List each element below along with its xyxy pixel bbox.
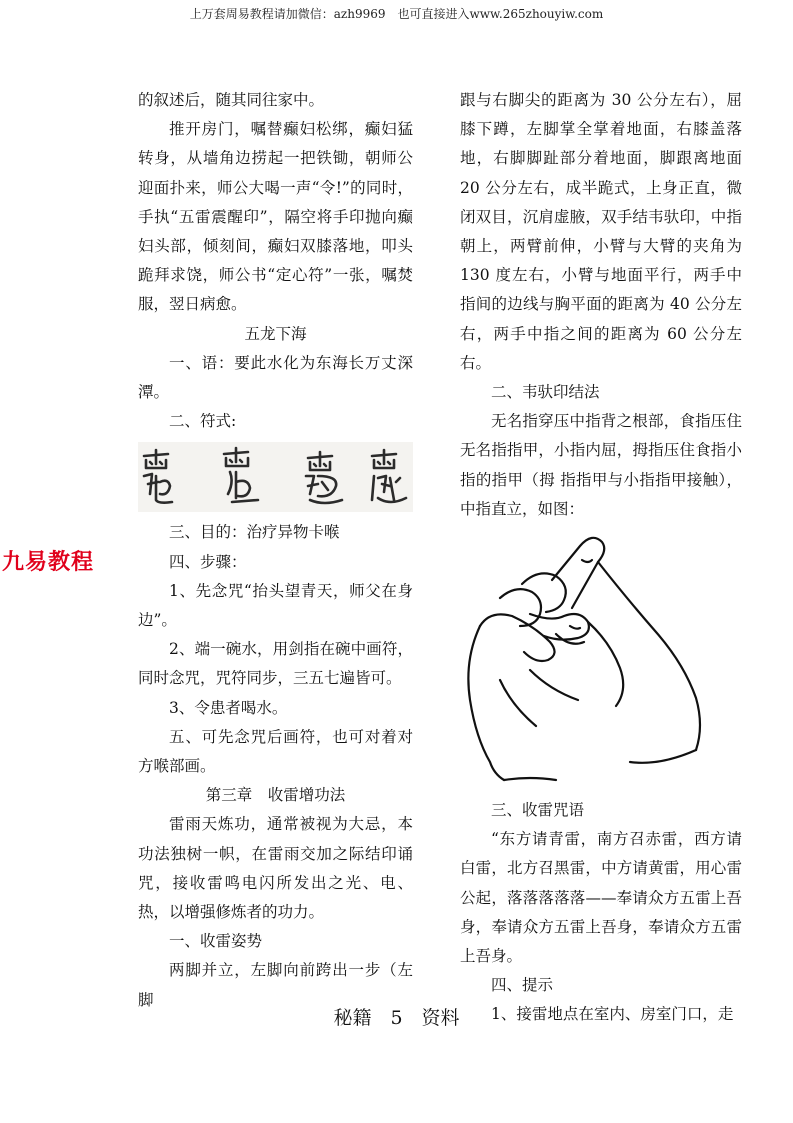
page-header: 上万套周易教程请加微信：azh9969 也可直接进入www.265zhouyiw.com (189, 7, 604, 21)
watermark-label: 九易教程 (2, 550, 95, 575)
paragraph: 雷雨天炼功，通常被视为大忌，本功法独树一帜，在雷雨交加之际结印诵咒，接收雷鸣电闪所发出之光、电、热，以增强修炼者的功力。 (138, 815, 413, 922)
paragraph: “东方请青雷，南方召赤雷，西方请白雷，北方召黑雷，中方请黄雷，用心雷公起，落落落落落——奉请众方五雷上吾身，奉请众方五雷上吾身，奉请众方五雷上吾身。 (460, 830, 742, 966)
left-column (138, 86, 413, 1015)
page-footer: 秘籍 5 资料 (333, 1007, 460, 1029)
talisman-figure (138, 442, 413, 512)
paragraph: 2、端一碗水，用剑指在碗中画符，同时念咒，咒符同步，三五七遍皆可。 (138, 640, 413, 688)
paragraph: 四、步骤： (169, 552, 247, 571)
paragraph: 一、语：要此水化为东海长万丈深潭。 (138, 353, 413, 402)
paragraph: 三、目的：治疗异物卡喉 (169, 523, 340, 542)
section-heading: 五龙下海 (244, 324, 307, 343)
paragraph: 二、韦驮印结法 (491, 383, 600, 402)
paragraph: 五、可先念咒后画符，也可对着对方喉部画。 (138, 727, 413, 776)
paragraph: 1、接雷地点在室内、房室门口，走 (491, 1005, 734, 1024)
paragraph: 的叙述后，随其同往家中。 (138, 91, 325, 109)
right-column (460, 86, 742, 1030)
paragraph: 推开房门，嘱替癫妇松绑，癫妇猛转身，从墙角边捞起一把铁锄，朝师公迎面扑来，师公大喝一声“令!”的同时，手执“五雷震醒印”，隔空将手印抛向癫妇头部，倾刻间，癫妇双膝落地，叩头跪拜求饶，师公书“定心符”一张，嘱焚服，翌日病愈。 (138, 120, 413, 314)
paragraph: 3、令患者喝水。 (169, 698, 288, 717)
paragraph: 无名指穿压中指背之根部，食指压住无名指指甲，小指内屈，拇指压住食指小指的指甲（拇 指指甲与小指指甲接触），中指直立，如图： (460, 412, 742, 518)
paragraph: 三、收雷咒语 (491, 801, 585, 820)
paragraph: 两脚并立，左脚向前跨出一步（左脚 (138, 961, 413, 1009)
paragraph: 四、提示 (491, 976, 554, 995)
paragraph: 1、先念咒“抬头望青天，师父在身边”。 (138, 581, 413, 630)
chapter-heading: 第三章 收雷增功法 (205, 786, 346, 805)
hand-mudra-illustration (460, 530, 722, 788)
paragraph: 跟与右脚尖的距离为 30 公分左右），屈膝下蹲，左脚掌全掌着地面，右膝盖落地，右脚脚趾部分着地面，脚跟离地面 20 公分左右，成半跪式，上身正直，微闭双目，沉肩虚腋，双手结韦驮印，中指朝上，两臂前伸，小臂与大臂的夹角为 130 度左右，小臂与地面平行，两手中指间的边线与胸平面的距离为 40 公分左右，两手中指之间的距离为 60 公分左右。 (460, 91, 742, 372)
paragraph: 二、符式: (169, 412, 237, 431)
paragraph: 一、收雷姿势 (169, 932, 263, 951)
